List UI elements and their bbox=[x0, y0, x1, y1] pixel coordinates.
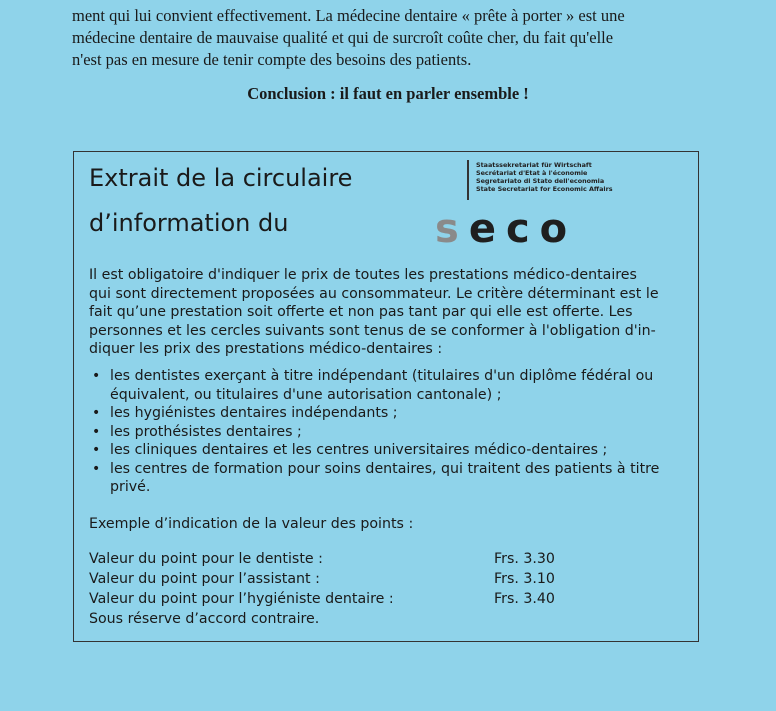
reserve-note: Sous réserve d’accord contraire. bbox=[89, 611, 320, 627]
example-label: Exemple d’indication de la valeur des points : bbox=[89, 516, 414, 532]
logo-line-en: State Secretariat for Economic Affairs bbox=[476, 185, 613, 193]
point-value: Frs. 3.10 bbox=[494, 571, 555, 587]
list-item bbox=[74, 460, 698, 497]
point-value: Frs. 3.40 bbox=[494, 591, 555, 607]
bullet-icon: • bbox=[92, 405, 101, 421]
list-item-text: les dentistes exerçant à titre indépendant (titulaires d'un diplôme fédéral ou bbox=[110, 368, 654, 384]
list-item-text: les hygiénistes dentaires indépendants ; bbox=[110, 405, 398, 421]
paragraph-line: personnes et les cercles suivants sont tenus de se conformer à l'obligation d'in- bbox=[89, 322, 656, 339]
point-row-assistant bbox=[89, 569, 689, 589]
intro-line-3: n'est pas en mesure de tenir compte des besoins des patients. bbox=[72, 50, 472, 69]
point-label: Valeur du point pour l’assistant : bbox=[89, 571, 320, 587]
point-label: Valeur du point pour le dentiste : bbox=[89, 551, 323, 567]
logo-line-de: Staatssekretariat für Wirtschaft bbox=[476, 161, 592, 169]
logo-line-fr: Secrétariat d'Etat à l'économie bbox=[476, 169, 588, 177]
logo-line-it: Segretariato di Stato dell'economia bbox=[476, 177, 605, 185]
bullet-icon: • bbox=[92, 442, 101, 458]
box-title-line-1: Extrait de la circulaire bbox=[89, 164, 353, 192]
obligated-parties-list bbox=[74, 367, 698, 497]
list-item bbox=[74, 404, 698, 423]
intro-line-1: ment qui lui convient effectivement. La médecine dentaire « prête à porter » est une bbox=[72, 6, 625, 25]
point-row-hygienist bbox=[89, 589, 689, 609]
paragraph-line: Il est obligatoire d'indiquer le prix de toutes les prestations médico-dentaires bbox=[89, 267, 637, 283]
conclusion-heading: Conclusion : il faut en parler ensemble ! bbox=[247, 84, 529, 103]
list-item bbox=[74, 423, 698, 442]
seco-excerpt-box bbox=[73, 151, 699, 642]
list-item-text: équivalent, ou titulaires d'une autorisation cantonale) ; bbox=[110, 386, 502, 403]
logo-agency-names bbox=[476, 161, 613, 193]
box-title-line-2: d’information du bbox=[89, 209, 289, 237]
bullet-icon: • bbox=[92, 423, 101, 440]
list-item-text: privé. bbox=[110, 479, 151, 495]
intro-line-2: médecine dentaire de mauvaise qualité et qui de surcroît coûte cher, du fait qu'elle bbox=[72, 28, 614, 47]
paragraph-line: diquer les prix des prestations médico-dentaires : bbox=[89, 341, 443, 357]
list-item-text: les cliniques dentaires et les centres universitaires médico-dentaires ; bbox=[110, 442, 608, 458]
bullet-icon: • bbox=[92, 368, 101, 384]
point-values-table bbox=[89, 549, 689, 629]
list-item-text: les prothésistes dentaires ; bbox=[110, 423, 302, 440]
paragraph-line: fait qu’une prestation soit offerte et non pas tant par qui elle est offerte. Les bbox=[89, 304, 633, 320]
point-value: Frs. 3.30 bbox=[494, 551, 555, 567]
bullet-icon: • bbox=[92, 460, 101, 477]
point-row-dentist bbox=[89, 549, 689, 569]
paragraph-line: qui sont directement proposées au consommateur. Le critère déterminant est le bbox=[89, 285, 659, 302]
list-item-text: les centres de formation pour soins dentaires, qui traitent des patients à titre bbox=[110, 460, 660, 477]
obligation-paragraph bbox=[89, 266, 689, 359]
list-item bbox=[74, 441, 698, 460]
seco-wordmark: seco bbox=[435, 206, 578, 252]
logo-divider bbox=[467, 160, 469, 200]
seco-logo bbox=[435, 160, 697, 252]
list-item bbox=[74, 367, 698, 404]
point-label: Valeur du point pour l’hygiéniste dentaire : bbox=[89, 591, 394, 607]
